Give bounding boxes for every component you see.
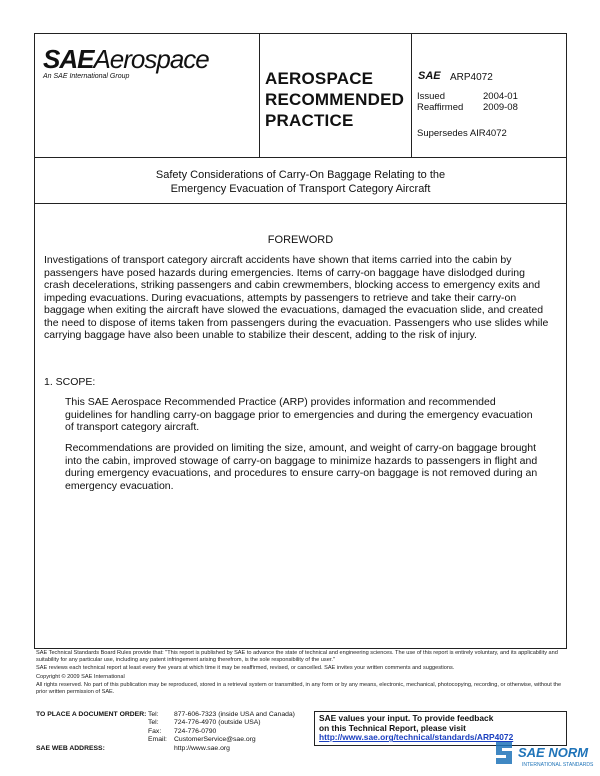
notice: SAE Technical Standards Board Rules provide that: "This report is published by SAE to advance the state of technical and engineering sciences. The use of this report is entirely voluntary, and its applicability and suitability for any particular use, including any patent infringement arising therefrom, is the sole responsibility of the user." (36, 650, 558, 664)
divider (411, 34, 412, 158)
doc-type-line: RECOMMENDED (265, 90, 405, 109)
document-type (265, 68, 404, 131)
sae-aerospace-logo (43, 44, 209, 80)
doc-type-line: PRACTICE (265, 111, 354, 130)
notice: SAE reviews each technical report at least every five years at which time it may be reaffirmed, revised, or cancelled. SAE invites your written comments and suggestions. (36, 665, 455, 672)
document-title (35, 161, 566, 204)
issued-label: Issued (417, 91, 445, 102)
order-label: TO PLACE A DOCUMENT ORDER: (36, 711, 147, 718)
feedback-text: on this Technical Report, please visit (319, 722, 466, 733)
sae-norm-logo-icon (492, 740, 516, 766)
logo-thin: Aerospace (93, 44, 209, 74)
scope-heading: 1. SCOPE: (44, 376, 96, 388)
tel-label: Tel: (148, 719, 159, 727)
doc-type-line: AEROSPACE (265, 69, 374, 88)
divider (259, 34, 260, 158)
sae-norm-subtitle: INTERNATIONAL STANDARDS (522, 762, 594, 768)
sae-norm-watermark: SAE NORM (518, 745, 589, 760)
scope-paragraph: This SAE Aerospace Recommended Practice (ARP) provides information and recommended guidelines for handling carry-on baggage prior to emergencies and during the emergency evacuation of transport category aircraft. (65, 396, 533, 433)
email-value[interactable]: CustomerService@sae.org (174, 736, 256, 744)
copyright: Copyright © 2009 SAE International (36, 673, 125, 680)
reaffirmed-value: 2009-08 (483, 102, 518, 113)
tel-value: 724-776-4970 (outside USA) (174, 719, 261, 727)
supersedes: Supersedes AIR4072 (417, 128, 507, 139)
web-value[interactable]: http://www.sae.org (174, 744, 230, 752)
fax-label: Fax: (148, 727, 162, 735)
title-line: Safety Considerations of Carry-On Baggage Relating to the (155, 169, 446, 181)
sae-mark-logo: SAE (418, 70, 441, 82)
tel-value: 877-606-7323 (inside USA and Canada) (174, 711, 295, 718)
order-contact (36, 711, 295, 753)
reaffirmed-label: Reaffirmed (417, 102, 464, 113)
feedback-box (314, 711, 567, 746)
document-number: ARP4072 (450, 72, 493, 83)
legal-footer (36, 650, 568, 697)
foreword-heading: FOREWORD (267, 234, 334, 246)
issue-info (417, 91, 518, 113)
web-label: SAE WEB ADDRESS: (36, 744, 105, 752)
logo-bold: SAE (43, 44, 94, 74)
issued-value: 2004-01 (483, 91, 518, 102)
fax-value: 724-776-0790 (174, 727, 217, 735)
title-line: Emergency Evacuation of Transport Category Aircraft (170, 183, 431, 195)
feedback-text: SAE values your input. To provide feedback (319, 713, 494, 723)
logo-subtitle: An SAE International Group (43, 73, 130, 80)
document-page (34, 33, 567, 649)
email-label: Email: (148, 736, 167, 744)
foreword-paragraph: Investigations of transport category aircraft accidents have shown that items carried into the cabin by passengers have posed hazards during emergencies. Items of carry-on baggage have dislodged during crash decelerations, striking passengers and cabin crewmembers, blocking access to emergency exits and impeding evacuations. During evacuations, attempts by passengers to retrieve and take their carry-on baggage when exiting the aircraft have slowed the evacuations, damaged the evacuation slide, and created the need to dispose of items taken from passengers during the evacuation. Passengers who use slides while carrying baggage have also been unable to stabilize their descent, adding to the risk of injury. (44, 254, 549, 341)
tel-label: Tel: (148, 711, 159, 718)
rights-notice: All rights reserved. No part of this publication may be reproduced, stored in a retrieval system or transmitted, in any form or by any means, electronic, mechanical, photocopying, recording, or otherwise, without the prior written permission of SAE. (36, 681, 562, 696)
scope-paragraph: Recommendations are provided on limiting the size, amount, and weight of carry-on baggage brought into the cabin, improved stowage of carry-on baggage to minimize hazards to passengers in flight and during emergency evacuations, and procedures to ensure carry-on baggage is not removed during an emergency evacuation. (65, 442, 538, 492)
document-header (35, 34, 566, 158)
feedback-link[interactable]: http://www.sae.org/technical/standards/ARP4072 (319, 732, 514, 743)
